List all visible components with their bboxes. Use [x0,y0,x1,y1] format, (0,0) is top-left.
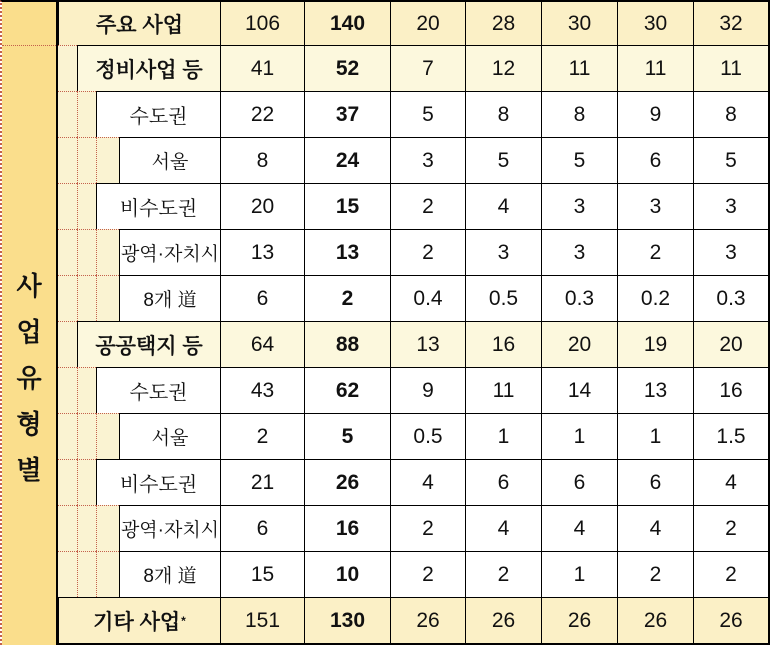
value-cell: 2 [693,505,768,551]
table-row [58,597,768,643]
indent-strip [58,45,77,91]
row-label: 광역·자치시 [119,229,220,275]
value-cell: 8 [465,91,541,137]
indent-strip [58,505,77,551]
value-cell: 12 [465,45,541,91]
value-cell: 1 [617,413,693,459]
indent-strip [96,551,119,597]
indent-strip [58,229,77,275]
category-axis-column [2,2,58,645]
value-cell: 8 [541,91,617,137]
value-cell: 1 [541,413,617,459]
value-cell: 6 [465,459,541,505]
value-cell: 6 [617,459,693,505]
value-cell: 4 [390,459,465,505]
value-cell: 6 [541,459,617,505]
value-cell: 28 [465,2,541,45]
indent-strip [96,413,119,459]
indent-strip [77,183,96,229]
indent-strip [58,367,77,413]
value-cell: 13 [617,367,693,413]
value-cell: 1.5 [693,413,768,459]
value-cell: 2 [220,413,304,459]
row-label: 8개 道 [119,275,220,321]
row-label: 서울 [119,137,220,183]
indent-strip [77,229,96,275]
value-cell: 9 [390,367,465,413]
table-row [58,45,768,91]
value-cell: 20 [541,321,617,367]
value-cell: 11 [693,45,768,91]
value-cell: 10 [304,551,390,597]
value-cell: 6 [220,505,304,551]
value-cell: 2 [390,551,465,597]
value-cell: 6 [220,275,304,321]
value-cell: 26 [465,597,541,643]
value-cell: 140 [304,2,390,45]
value-cell: 4 [541,505,617,551]
value-cell: 11 [541,45,617,91]
value-cell: 8 [220,137,304,183]
table-grid [58,2,768,645]
table-row [58,367,768,413]
value-cell: 26 [304,459,390,505]
value-cell: 7 [390,45,465,91]
indent-strip [77,551,96,597]
value-cell: 5 [465,137,541,183]
row-label: 광역·자치시 [119,505,220,551]
row-label: 수도권 [96,91,220,137]
value-cell: 43 [220,367,304,413]
value-cell: 3 [390,137,465,183]
category-axis-title [2,46,56,645]
value-cell: 130 [304,597,390,643]
value-cell: 14 [541,367,617,413]
indent-strip [58,137,77,183]
table-row [58,413,768,459]
row-label: 8개 道 [119,551,220,597]
axis-char: 업 [16,316,42,347]
value-cell: 32 [693,2,768,45]
axis-char: 별 [16,454,42,485]
value-cell: 30 [541,2,617,45]
row-label: 비수도권 [96,183,220,229]
row-label: 정비사업 등 [77,45,220,91]
value-cell: 26 [693,597,768,643]
value-cell: 19 [617,321,693,367]
value-cell: 16 [304,505,390,551]
value-cell: 2 [390,505,465,551]
indent-strip [77,413,96,459]
value-cell: 2 [693,551,768,597]
value-cell: 2 [617,551,693,597]
axis-char: 유 [16,362,42,393]
indent-strip [77,137,96,183]
table-row [58,229,768,275]
indent-strip [58,321,77,367]
indent-strip [58,459,77,505]
value-cell: 6 [617,137,693,183]
value-cell: 15 [220,551,304,597]
row-label: 기타 사업 * [58,597,220,643]
table-row [58,505,768,551]
table-row [58,137,768,183]
value-cell: 11 [617,45,693,91]
value-cell: 2 [390,183,465,229]
value-cell: 1 [541,551,617,597]
value-cell: 15 [304,183,390,229]
value-cell: 16 [693,367,768,413]
value-cell: 16 [465,321,541,367]
indent-strip [77,91,96,137]
row-label: 공공택지 등 [77,321,220,367]
indent-strip [58,275,77,321]
table-row [58,91,768,137]
table-row [58,2,768,45]
value-cell: 106 [220,2,304,45]
value-cell: 0.5 [465,275,541,321]
value-cell: 20 [390,2,465,45]
category-axis-spacer [2,2,56,46]
value-cell: 0.3 [693,275,768,321]
row-label: 서울 [119,413,220,459]
table-row [58,321,768,367]
value-cell: 26 [617,597,693,643]
value-cell: 2 [304,275,390,321]
value-cell: 37 [304,91,390,137]
value-cell: 2 [465,551,541,597]
table-row [58,459,768,505]
value-cell: 9 [617,91,693,137]
indent-strip [58,413,77,459]
value-cell: 64 [220,321,304,367]
value-cell: 20 [220,183,304,229]
table-row [58,551,768,597]
value-cell: 88 [304,321,390,367]
value-cell: 26 [541,597,617,643]
table-row [58,183,768,229]
value-cell: 3 [541,229,617,275]
value-cell: 22 [220,91,304,137]
axis-char: 사 [16,270,42,301]
value-cell: 2 [390,229,465,275]
indent-strip [96,229,119,275]
value-cell: 1 [465,413,541,459]
value-cell: 4 [617,505,693,551]
value-cell: 3 [617,183,693,229]
indent-strip [77,367,96,413]
value-cell: 3 [541,183,617,229]
value-cell: 5 [390,91,465,137]
value-cell: 3 [693,183,768,229]
value-cell: 5 [693,137,768,183]
value-cell: 8 [693,91,768,137]
row-label: 비수도권 [96,459,220,505]
row-label: 수도권 [96,367,220,413]
row-label: 주요 사업 [58,2,220,45]
indent-strip [96,137,119,183]
value-cell: 4 [465,183,541,229]
value-cell: 20 [693,321,768,367]
value-cell: 26 [390,597,465,643]
table-row [58,275,768,321]
value-cell: 13 [390,321,465,367]
axis-char: 형 [16,408,42,439]
value-cell: 5 [541,137,617,183]
indent-strip [58,91,77,137]
value-cell: 52 [304,45,390,91]
indent-strip [77,275,96,321]
value-cell: 62 [304,367,390,413]
value-cell: 4 [465,505,541,551]
indent-strip [58,183,77,229]
value-cell: 3 [693,229,768,275]
value-cell: 30 [617,2,693,45]
value-cell: 2 [617,229,693,275]
value-cell: 24 [304,137,390,183]
value-cell: 3 [465,229,541,275]
value-cell: 0.4 [390,275,465,321]
indent-strip [58,551,77,597]
indent-strip [96,505,119,551]
row-label-text: 기타 사업 [93,610,181,634]
value-cell: 5 [304,413,390,459]
value-cell: 21 [220,459,304,505]
value-cell: 13 [304,229,390,275]
indent-strip [77,505,96,551]
value-cell: 11 [465,367,541,413]
value-cell: 0.2 [617,275,693,321]
value-cell: 151 [220,597,304,643]
value-cell: 13 [220,229,304,275]
value-cell: 41 [220,45,304,91]
indent-strip [77,459,96,505]
indent-strip [96,275,119,321]
value-cell: 0.5 [390,413,465,459]
value-cell: 0.3 [541,275,617,321]
value-cell: 4 [693,459,768,505]
